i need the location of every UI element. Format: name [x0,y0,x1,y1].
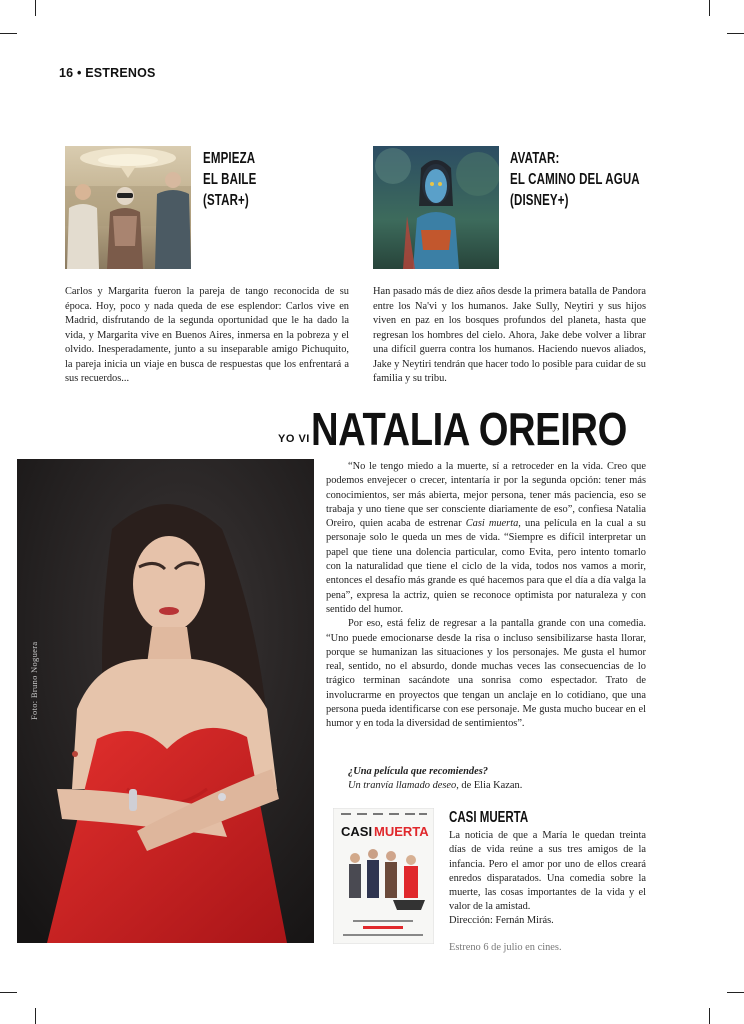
casi-muerta-director: Dirección: Fernán Mirás. [449,915,554,926]
interview-paragraph [326,460,646,617]
casi-muerta-heading: CASI MUERTA [449,809,529,826]
title-line: EL BAILE [203,171,257,188]
empieza-el-baile-synopsis: Carlos y Margarita fueron la pareja de tango reconocida de su época. Hoy, poco y nada queda de ese esplendor: Carlos vive en Madrid, disfrutando de la segunda oportunidad que le ha dado la vida, y Margarita vive en Buenos Aires, inmersa en la pobreza y el olvido. Inesperadamente, junto a su inseparable amigo Pichuquito, la pareja inicia un viaje en busca de respuestas que los enfrentará a sus recuerdos... [65,286,349,384]
avatar-title [510,148,640,211]
casi-muerta-synopsis: La noticia de que a María le quedan treinta días de vida reúne a sus tres amigos de la infancia. Pero el amor por uno de ellos creará enredos disparatados. Una comedia sobre la muerte, las cosas importantes de la vida y el valor de la amistad. [449,830,646,913]
photo-credit: Foto: Bruno Noguera [29,641,39,720]
crop-mark [0,992,17,993]
interview-paragraph: Por eso, está feliz de regresar a la pantalla grande con una comedia. “Uno puede emocionarse desde la risa o incluso sensibilizarse hasta llorar, porque se humanizan las situaciones y los personajes. Me gusta el humor real, sentido, no el absurdo, donde muchas veces las consecuencias de lo trágico terminan sacándote una sonrisa como espectador. Trato de involucrarme en proyectos que tengan un anclaje en lo cotidiano, que una persona pueda identificarse con ese personaje. Me gusta mucho bucear en el humor y en toda la diversidad de sentimientos”. [326,618,646,730]
title-line: (DISNEY+) [510,192,569,209]
crop-mark [709,0,710,16]
interview-body [326,460,646,732]
recommendation-answer [348,779,522,793]
crop-mark [709,1008,710,1024]
recommended-film-title: Un tranvía llamado deseo [348,780,457,791]
crop-mark [727,992,744,993]
title-line: EL CAMINO DEL AGUA [510,171,640,188]
casi-muerta-release: Estreno 6 de julio en cines. [449,942,562,953]
natalia-oreiro-portrait [17,459,314,943]
title-line: (STAR+) [203,192,249,209]
crop-mark [727,33,744,34]
casi-muerta-poster [333,808,434,944]
film-title-italic: Casi muerta [465,518,519,530]
interview-text: , una película en la cual a su personaje solo le queda un mes de vida. “Siempre es difícil interpretar un papel que tiene una dolencia particular, como Evita, pero intento tomarlo con la naturalidad que tiene el ciclo de la vida, todos nos vamos a morir, entonces el desafío más grande es qué hacemos para que el día a día valga la pena”, expresa la actriz, quien se reconoce optimista por naturaleza y con sentido del humor. [326,518,647,615]
crop-mark [35,0,36,16]
title-line: EMPIEZA [203,150,256,167]
crop-mark [0,33,17,34]
section-kicker: YO VI [278,433,310,445]
avatar-synopsis: Han pasado más de diez años desde la primera batalla de Pandora entre los Na'vi y los humanos. Jake Sully, Neytiri y sus hijos viven en paz en los bosques profundos del planeta, hasta que regresan los hombres del cielo. Ahora, Jake debe volver a librar una difícil guerra contra los humanos. Haciendo nuevos aliados, Jake y Neytiri tendrán que hacer todo lo posible para cuidar de su familia y su tribu. [373,286,646,384]
recommendation [348,765,522,793]
interview-text: “No le tengo miedo a la muerte, sí a retroceder en la vida. Creo que podemos envejecer o crecer, intentaría ir por la segunda opción: tener más conocimientos, ser más abierta, mejor persona, tener más paciencia, eso se trabaja y uno tiene que ser consciente diariamente de eso”, confiesa Natalia Oreiro, quien acaba de estrenar [326,461,646,530]
recommendation-question: ¿Una película que recomiendes? [348,766,488,777]
crop-mark [35,1008,36,1024]
poster-title-muerta: MUERTA [374,824,429,839]
interview-name-title: NATALIA OREIRO [311,403,627,455]
empieza-el-baile-title [203,148,256,211]
avatar-still [373,146,499,269]
recommended-film-director: , de Elia Kazan. [456,780,523,791]
title-line: AVATAR: [510,150,560,167]
empieza-el-baile-still [65,146,191,269]
page-folio: 16 • ESTRENOS [59,66,156,80]
poster-title-casi: CASI [341,824,373,839]
